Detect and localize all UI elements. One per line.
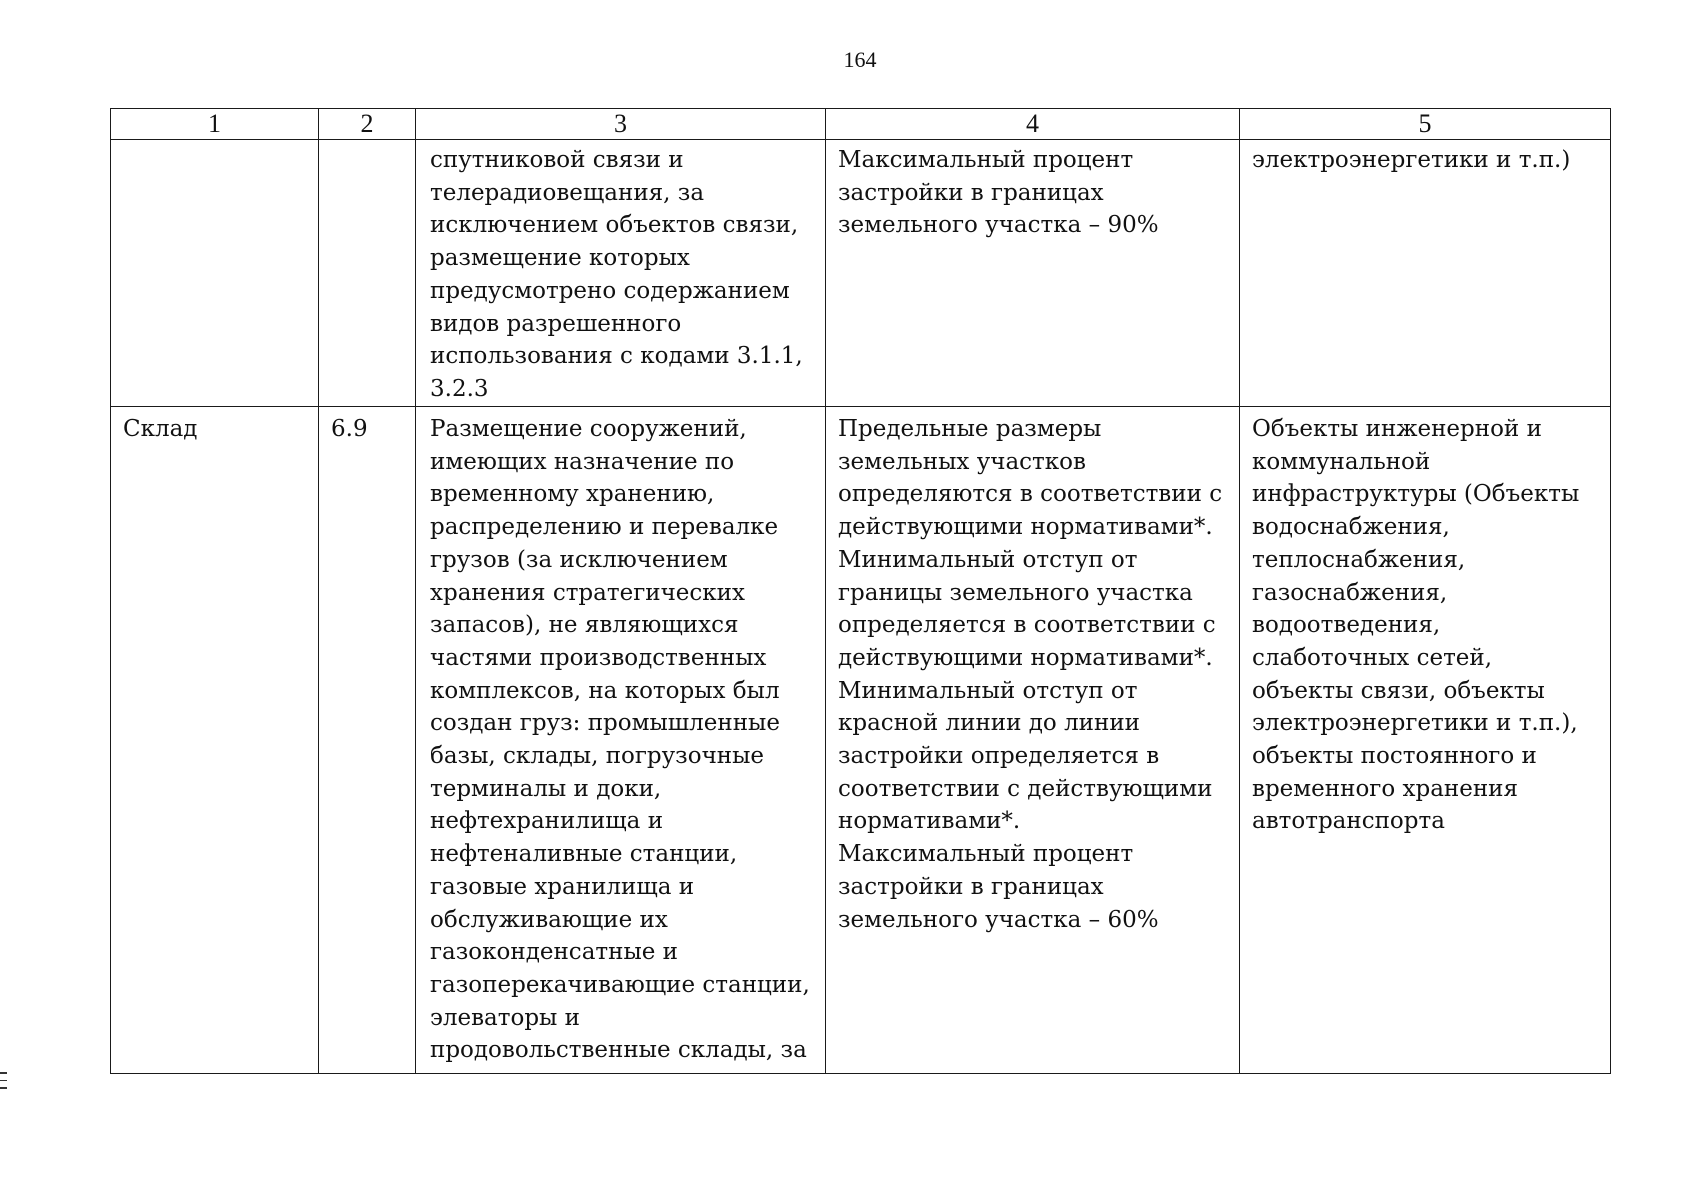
cell-text-line: временного хранения <box>1252 775 1519 802</box>
cell-text-line: газоконденсатные и <box>430 939 679 966</box>
cell-text-line: коммунальной <box>1252 448 1431 475</box>
cell-text-line: размещение которых <box>430 245 690 272</box>
cell-text-line: водоснабжения, <box>1252 514 1450 541</box>
parameters-cell <box>826 140 1240 407</box>
cell-text-line: предусмотрено содержанием <box>430 277 790 304</box>
cell-text-line: имеющих назначение по <box>430 448 735 475</box>
cell-text-line: Объекты инженерной и <box>1252 416 1542 442</box>
cell-text-line: земельного участка – 90% <box>838 212 1159 239</box>
cell-text-line: Размещение сооружений, <box>430 416 747 442</box>
cell-text-line: нефтехранилища и <box>430 808 664 835</box>
cell-text-line: Максимальный процент <box>838 841 1134 868</box>
use-name-cell: Склад <box>111 407 319 1074</box>
cell-text-line: земельных участков <box>838 448 1086 475</box>
cell-text-line: видов разрешенного <box>430 310 682 337</box>
cell-text-line: распределению и перевалке <box>430 514 779 541</box>
table-row <box>111 140 1611 407</box>
cell-text-line: действующими нормативами*. <box>838 514 1213 541</box>
cell-text-line: базы, склады, погрузочные <box>430 743 765 770</box>
scan-edge-marks <box>0 1072 7 1095</box>
cell-text-line: комплексов, на которых был <box>430 677 780 704</box>
cell-text-line: электроэнергетики и т.п.) <box>1252 147 1571 173</box>
cell-text-line: водоотведения, <box>1252 612 1441 639</box>
parameters-cell <box>826 407 1240 1074</box>
cell-text-line: запасов), не являющихся <box>430 612 739 639</box>
cell-text-line: исключением объектов связи, <box>430 212 799 239</box>
cell-text-line: частями производственных <box>430 644 767 671</box>
cell-text-line: застройки в границах <box>838 179 1104 206</box>
description-cell <box>416 140 826 407</box>
header-cell-5: 5 <box>1240 109 1611 140</box>
cell-text-line: хранения стратегических <box>430 579 745 606</box>
header-cell-1: 1 <box>111 109 319 140</box>
description-cell <box>416 407 826 1074</box>
use-code-cell: 6.9 <box>319 407 416 1074</box>
cell-text-line: временному хранению, <box>430 481 715 508</box>
cell-text-line: определяются в соответствии с <box>838 481 1223 508</box>
cell-text-line: телерадиовещания, за <box>430 179 705 206</box>
table-row <box>111 407 1611 1074</box>
cell-text-line: 3.2.3 <box>430 375 489 402</box>
header-cell-2: 2 <box>319 109 416 140</box>
cell-text-line: газовые хранилища и <box>430 873 695 900</box>
cell-text-line: электроэнергетики и т.п.), <box>1252 710 1578 737</box>
cell-text-line: нормативами*. <box>838 808 1021 835</box>
cell-text-line: элеваторы и <box>430 1004 581 1031</box>
cell-text-line: теплоснабжения, <box>1252 546 1466 573</box>
cell-text-line: обслуживающие их <box>430 906 668 933</box>
cell-text-line: использования с кодами 3.1.1, <box>430 343 803 370</box>
page-number: 164 <box>843 47 877 72</box>
cell-text-line: автотранспорта <box>1252 808 1445 835</box>
use-name-cell <box>111 140 319 407</box>
header-cell-3: 3 <box>416 109 826 140</box>
use-code-cell <box>319 140 416 407</box>
cell-text-line: Минимальный отступ от <box>838 677 1138 704</box>
cell-text-line: определяется в соответствии с <box>838 612 1216 639</box>
zoning-table <box>110 108 1611 1074</box>
header-cell-4: 4 <box>826 109 1240 140</box>
cell-text-line: земельного участка – 60% <box>838 906 1159 933</box>
cell-text-line: Минимальный отступ от <box>838 546 1138 573</box>
auxiliary-uses-cell <box>1240 407 1611 1074</box>
cell-text-line: Предельные размеры <box>838 416 1102 442</box>
cell-text-line: газоснабжения, <box>1252 579 1448 606</box>
cell-text-line: объекты связи, объекты <box>1252 677 1545 704</box>
cell-text-line: красной линии до линии <box>838 710 1140 737</box>
cell-text-line: инфраструктуры (Объекты <box>1252 481 1580 508</box>
cell-text-line: слаботочных сетей, <box>1252 644 1493 671</box>
cell-text-line: объекты постоянного и <box>1252 743 1537 770</box>
cell-text-line: действующими нормативами*. <box>838 644 1213 671</box>
auxiliary-uses-cell <box>1240 140 1611 407</box>
cell-text-line: Максимальный процент <box>838 147 1134 173</box>
cell-text-line: нефтеналивные станции, <box>430 841 738 868</box>
cell-text-line: соответствии с действующими <box>838 775 1213 802</box>
cell-text-line: застройки определяется в <box>838 743 1160 770</box>
cell-text-line: продовольственные склады, за <box>430 1037 807 1064</box>
cell-text-line: создан груз: промышленные <box>430 710 780 737</box>
cell-text-line: спутниковой связи и <box>430 147 684 173</box>
cell-text-line: застройки в границах <box>838 873 1104 900</box>
cell-text-line: терминалы и доки, <box>430 775 662 802</box>
cell-text-line: грузов (за исключением <box>430 546 728 573</box>
cell-text-line: газоперекачивающие станции, <box>430 971 810 998</box>
cell-text-line: границы земельного участка <box>838 579 1193 606</box>
header-row <box>111 109 1611 140</box>
